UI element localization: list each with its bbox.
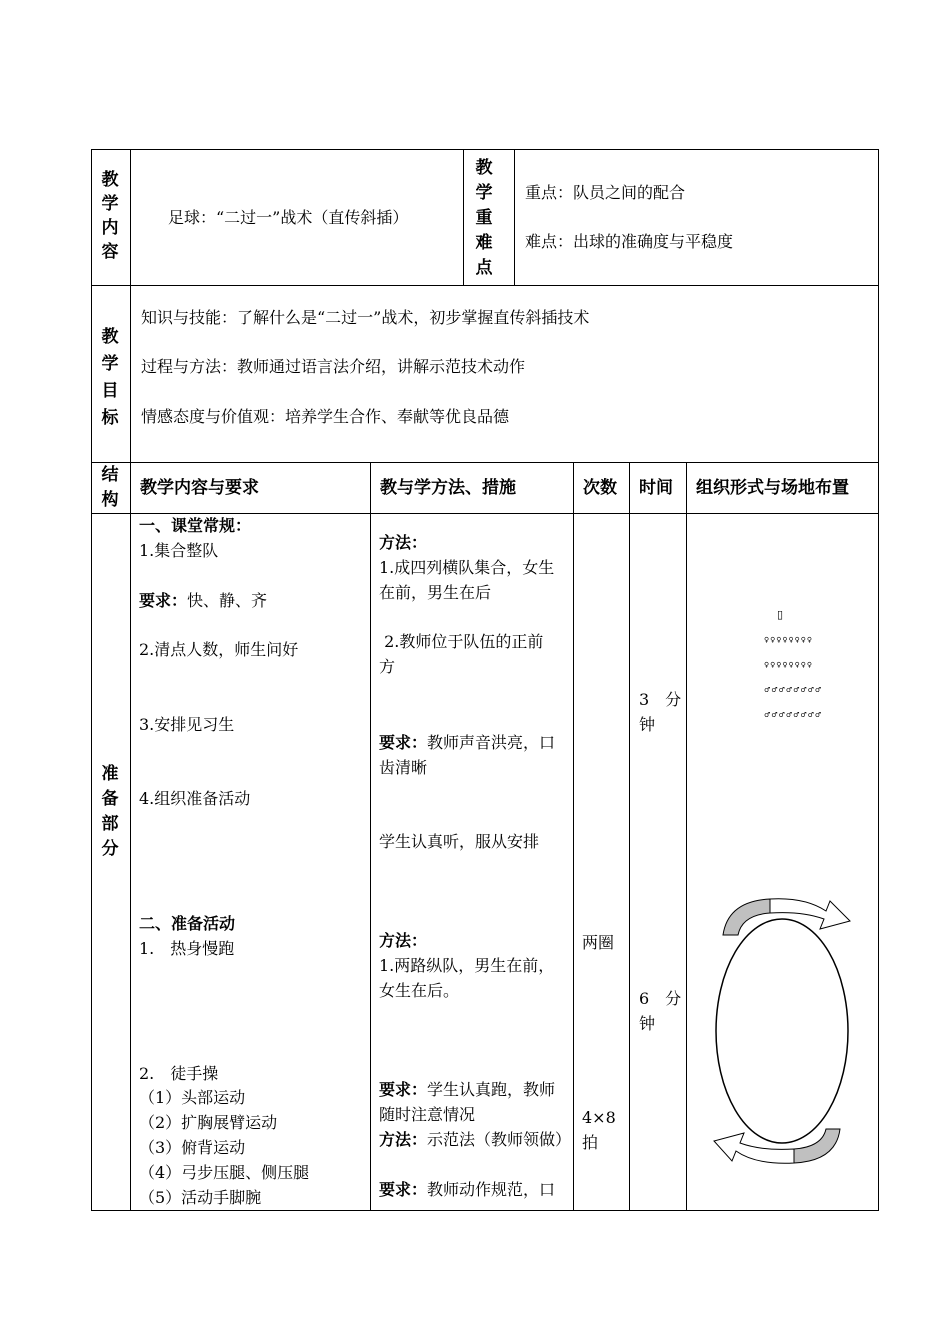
method-3-line2: 女生在后。 (379, 981, 460, 1000)
method-requirement-2-line2: 随时注意情况 (379, 1105, 476, 1124)
exercise-wrists: （5）活动手脚腕 (139, 1188, 262, 1207)
method-1-line2: 在前，男生在后 (379, 583, 492, 602)
content-heading-routine: 一、课堂常规： (139, 516, 252, 535)
header-count: 次数 (583, 478, 617, 498)
row-divider-2 (91, 462, 879, 463)
col-divider-method (370, 462, 371, 1210)
col-divider-count (573, 462, 574, 1210)
method-requirement-1-text: 教师声音洪亮，口 (427, 733, 556, 752)
method-requirement-2-text: 学生认真跑，教师 (427, 1080, 556, 1099)
requirement-label: 要求： (139, 591, 188, 610)
content-item-warmup-org: 4.组织准备活动 (139, 789, 251, 808)
method-4-text: 示范法（教师领做） (427, 1130, 572, 1149)
table-border-right (878, 149, 879, 1210)
header-method: 教与学方法、措施 (380, 478, 516, 498)
objectives-label: 教学目标 (101, 327, 119, 428)
time-warmup: 6 分 (639, 989, 682, 1008)
method-3-line1: 1.两路纵队，男生在前， (379, 956, 555, 975)
method-requirement-2 (379, 1077, 555, 1102)
teacher-position-mark: ▯ (777, 608, 784, 621)
count-laps: 两圈 (582, 933, 615, 952)
key-point: 重点：队员之间的配合 (525, 183, 686, 202)
col-divider-org (686, 462, 687, 1210)
difficulty-point: 难点：出球的准确度与平稳度 (525, 232, 734, 251)
key-difficulty-label: 教学重难点 (475, 158, 493, 278)
formation-row-3: ♂♂♂♂♂♂♂♂ (764, 686, 823, 694)
time-warmup-unit: 钟 (639, 1014, 656, 1033)
content-heading-warmup: 二、准备活动 (139, 914, 236, 933)
col-divider-top-b (514, 149, 515, 285)
content-requirement (139, 588, 267, 613)
content-label: 教学内容 (101, 170, 119, 262)
col-divider-top-a (463, 149, 464, 285)
table-border-left (91, 149, 92, 1210)
content-value: 足球：“二过一”战术（直传斜插） (168, 208, 409, 227)
method-label-3: 方法： (379, 931, 428, 950)
requirement-text: 快、静、齐 (187, 591, 268, 610)
method-requirement-1 (379, 730, 555, 755)
objective-knowledge: 知识与技能：了解什么是“二过一”战术，初步掌握直传斜插技术 (141, 308, 590, 327)
time-routine-unit: 钟 (639, 715, 656, 734)
objective-emotion: 情感态度与价值观：培养学生合作、奉献等优良品德 (141, 407, 510, 426)
header-content: 教学内容与要求 (140, 478, 259, 498)
method-2-line1: 2.教师位于队伍的正前 (379, 632, 544, 651)
header-structure: 结构 (101, 465, 119, 510)
running-track-diagram (690, 885, 870, 1175)
method-requirement-1-line2: 齿清晰 (379, 758, 428, 777)
exercise-chest: （2）扩胸展臂运动 (139, 1113, 278, 1132)
method-4-label: 方法： (379, 1130, 428, 1149)
objective-process: 过程与方法：教师通过语言法介绍，讲解示范技术动作 (141, 357, 526, 376)
formation-row-4: ♂♂♂♂♂♂♂♂ (764, 711, 823, 719)
method-requirement-1-label: 要求： (379, 733, 428, 752)
exercise-head: （1）头部运动 (139, 1088, 246, 1107)
method-2-line2: 方 (379, 657, 396, 676)
exercise-legs: （4）弓步压腿、侧压腿 (139, 1163, 310, 1182)
formation-row-2: ♀♀♀♀♀♀♀♀ (764, 661, 813, 669)
header-org: 组织形式与场地布置 (696, 478, 849, 498)
formation-row-1: ♀♀♀♀♀♀♀♀ (764, 636, 813, 644)
time-routine: 3 分 (639, 690, 682, 709)
track-ellipse (716, 919, 848, 1143)
method-requirement-2-label: 要求： (379, 1080, 428, 1099)
method-requirement-3-text: 教师动作规范，口 (427, 1180, 556, 1199)
count-beats: 4×8 (582, 1108, 616, 1127)
method-requirement-3 (379, 1177, 555, 1202)
row-divider-1 (91, 285, 879, 286)
count-beats-unit: 拍 (582, 1133, 599, 1152)
content-item-observers: 3.安排见习生 (139, 715, 235, 734)
content-item-jog: 1. 热身慢跑 (139, 939, 235, 958)
content-item-assemble: 1.集合整队 (139, 541, 219, 560)
header-time: 时间 (639, 478, 673, 498)
method-requirement-3-label: 要求： (379, 1180, 428, 1199)
content-item-calisthenics: 2. 徒手操 (139, 1064, 219, 1083)
method-label-1: 方法： (379, 533, 428, 552)
content-item-count: 2.清点人数，师生问好 (139, 640, 299, 659)
col-divider-label (130, 149, 131, 1210)
table-border-bottom (91, 1210, 879, 1211)
col-divider-time (629, 462, 630, 1210)
table-border-top (91, 149, 879, 150)
section-label-prep: 准备部分 (101, 764, 119, 859)
method-student-listen: 学生认真听，服从安排 (379, 832, 540, 851)
exercise-back: （3）俯背运动 (139, 1138, 246, 1157)
method-4 (379, 1127, 571, 1152)
method-1-line1: 1.成四列横队集合，女生 (379, 558, 555, 577)
